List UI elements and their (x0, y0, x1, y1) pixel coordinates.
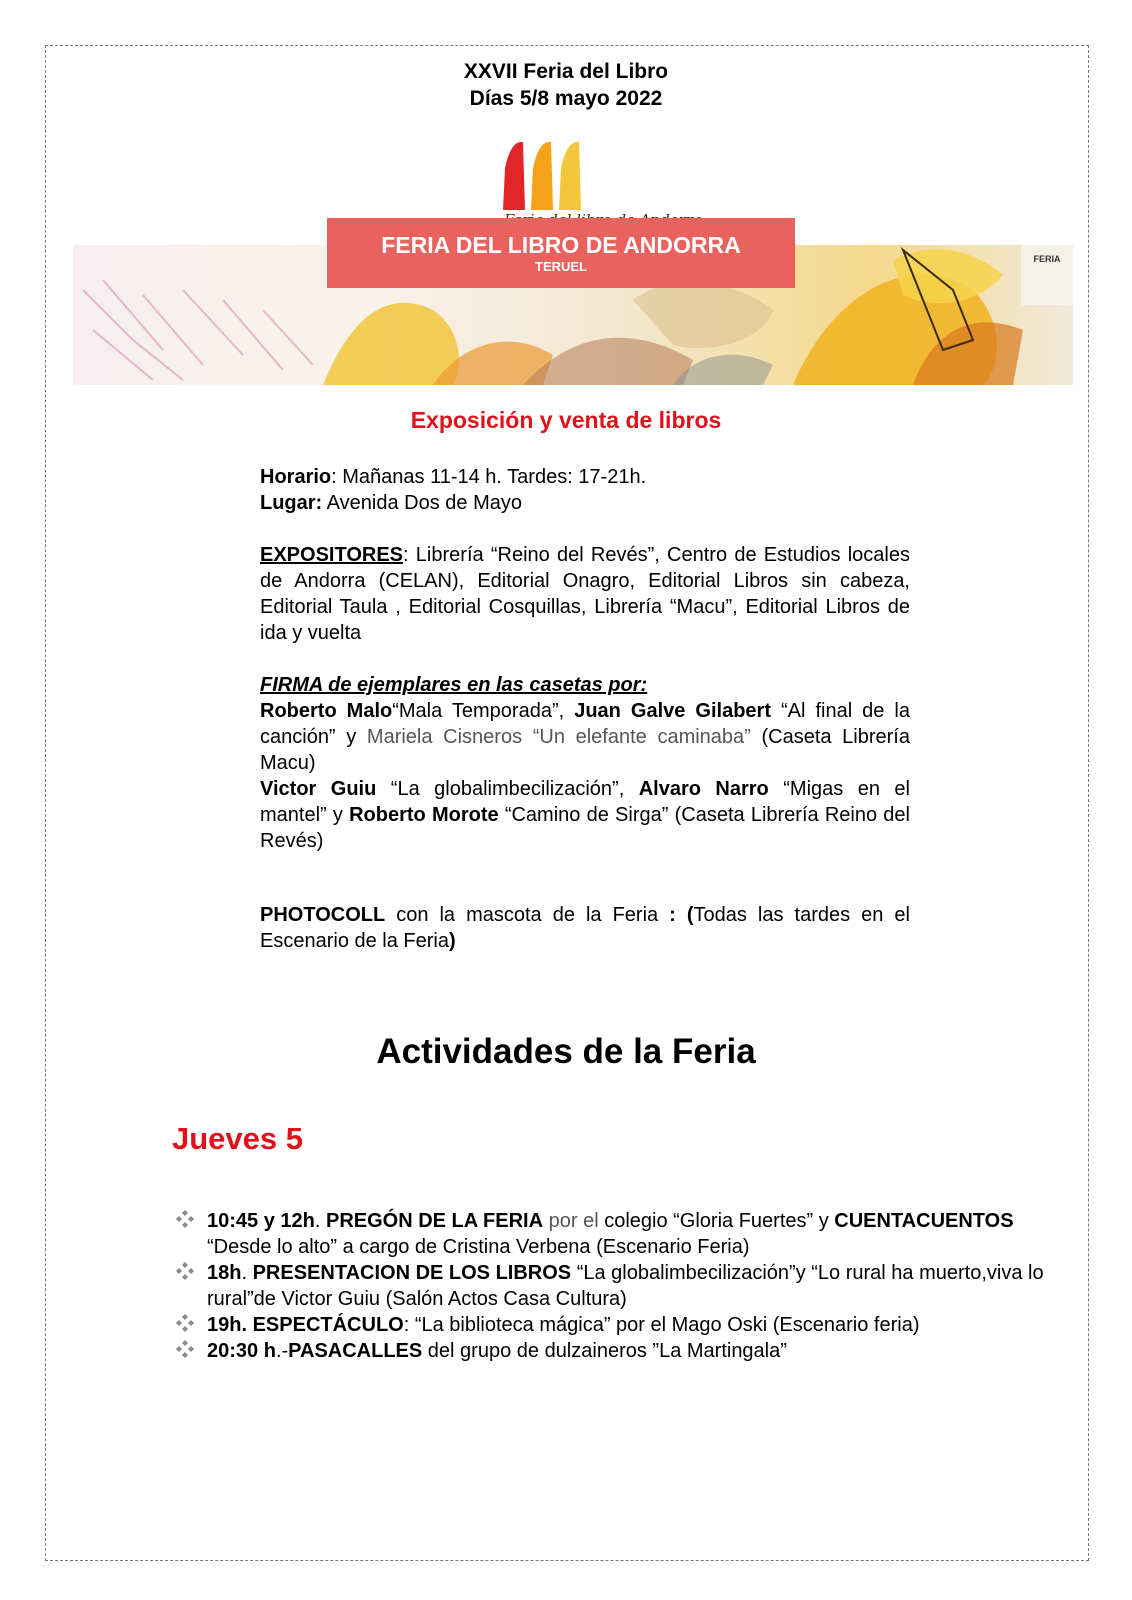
activity-event: PRESENTACION DE LOS LIBROS (252, 1262, 572, 1284)
photocoll-text: con la mascota de la Feria (385, 904, 670, 926)
firma-paragraph-2 (260, 776, 910, 854)
activity-sep: . (314, 1210, 326, 1232)
fair-banner (73, 140, 1073, 385)
activities-list (175, 1208, 1055, 1364)
banner-title: FERIA DEL LIBRO DE ANDORRA (381, 232, 741, 258)
photocoll-close: ) (448, 930, 456, 952)
photocoll-label: PHOTOCOLL (260, 904, 386, 926)
firma1-book1: “Mala Temporada”, (392, 700, 575, 722)
firma1-book2: “Al final de la canción” y (260, 700, 910, 748)
activity-event: PASACALLES (288, 1340, 423, 1362)
activity-item (175, 1260, 1055, 1312)
activity-time: 19h. (207, 1314, 248, 1336)
firma-heading-colon: : (640, 674, 648, 696)
activity-desc: colegio “Gloria Fuertes” y (598, 1210, 835, 1232)
activity-item (175, 1208, 1055, 1260)
activity-desc: del grupo de dulzaineros ”La Martingala” (422, 1340, 787, 1362)
banner-corner-text: FERIA (1033, 254, 1061, 264)
expositores-value: : Librería “Reino del Revés”, Centro de Estudios locales de Andorra (CELAN), Editorial Onagro, Editorial Libros sin cabeza, Editorial Taula , Editorial Cosquillas, Librería “Macu”, Editorial Libros de ida y vuelta (260, 544, 910, 644)
firma1-author1: Roberto Malo (260, 700, 393, 722)
firma2-author3: Roberto Morote (349, 804, 499, 826)
expositores-label: EXPOSITORES (260, 544, 404, 566)
lugar-line (260, 490, 910, 516)
activity-desc: “La globalimbecilización”y “Lo rural ha muerto,viva lo rural”de Victor Guiu (Salón Actos Casa Cultura) (207, 1262, 1044, 1310)
activity-desc-2: “Desde lo alto” a cargo de Cristina Verbena (Escenario Feria) (207, 1236, 750, 1258)
firma2-author2: Alvaro Narro (638, 778, 769, 800)
firma2-author1: Victor Guiu (260, 778, 377, 800)
firma1-author3: Mariela Cisneros “Un elefante caminaba” (366, 726, 751, 748)
lugar-label: Lugar: (260, 492, 323, 514)
firma2-book1: “La globalimbecilización”, (376, 778, 639, 800)
banner-subtitle: TERUEL (535, 259, 587, 274)
activity-item (175, 1312, 1055, 1338)
firma1-author2: Juan Galve Gilabert (574, 700, 771, 722)
photocoll-paragraph (260, 902, 910, 954)
diamond-bullet-icon (175, 1339, 195, 1359)
photocoll-open: : ( (669, 904, 694, 926)
activity-time: 18h (207, 1262, 242, 1284)
lugar-value: Avenida Dos de Mayo (322, 492, 522, 514)
activity-sep: .- (275, 1340, 289, 1362)
diamond-bullet-icon (175, 1261, 195, 1281)
firma2-book3: “Camino de Sirga” (Caseta Librería Reino del Revés) (260, 804, 910, 852)
firma-heading-text: FIRMA de ejemplares en las casetas por (260, 674, 641, 696)
diamond-bullet-icon (175, 1209, 195, 1229)
day-title: Jueves 5 (172, 1121, 303, 1156)
firma1-place: (Caseta Librería Macu) (260, 726, 910, 774)
horario-label: Horario (260, 466, 332, 488)
activity-sep: . (241, 1262, 253, 1284)
activity-item (175, 1338, 1055, 1364)
expositores-paragraph (260, 542, 910, 646)
horario-line (260, 464, 910, 490)
photocoll-detail: Todas las tardes en el Escenario de la Feria (260, 904, 910, 952)
activity-event-2: CUENTACUENTOS (834, 1210, 1014, 1232)
activity-por-el: por el (543, 1210, 599, 1232)
exposicion-title: Exposición y venta de libros (410, 407, 722, 433)
firma-paragraph-1 (260, 698, 910, 776)
activity-time: 20:30 h (207, 1340, 276, 1362)
activity-event: ESPECTÁCULO (252, 1314, 404, 1336)
activity-event: PREGÓN DE LA FERIA (325, 1210, 544, 1232)
header-line-2: Días 5/8 mayo 2022 (469, 87, 663, 110)
diamond-bullet-icon (175, 1313, 195, 1333)
actividades-title: Actividades de la Feria (376, 1032, 756, 1071)
firma-heading (260, 672, 910, 698)
activity-time: 10:45 y 12h (207, 1210, 315, 1232)
firma2-book2: “Migas en el mantel” y (260, 778, 910, 826)
horario-value: : Mañanas 11-14 h. Tardes: 17-21h. (331, 466, 647, 488)
header-line-1: XXVII Feria del Libro (463, 60, 669, 83)
activity-desc: : “La biblioteca mágica” por el Mago Oski (Escenario feria) (403, 1314, 920, 1336)
